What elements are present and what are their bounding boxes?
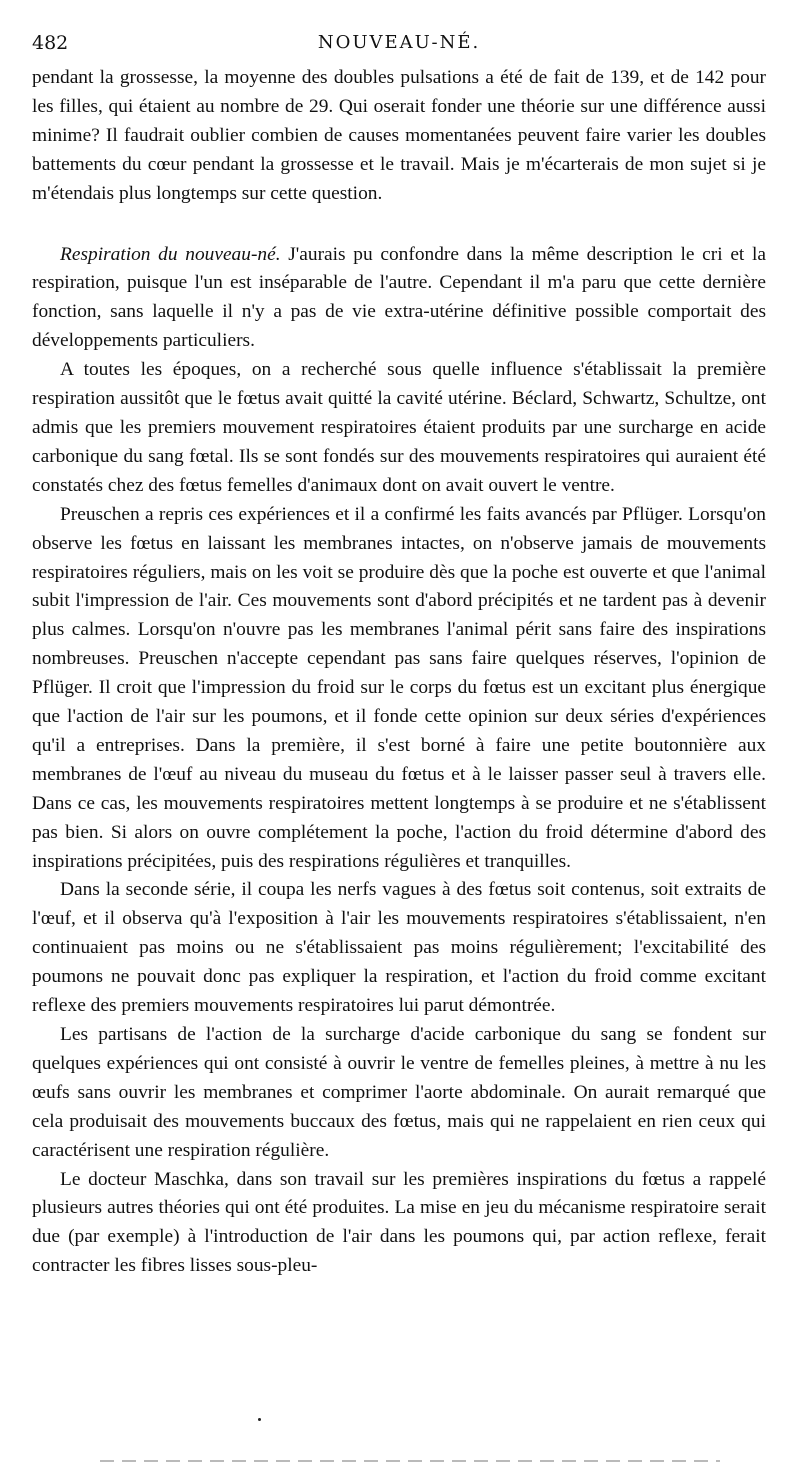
ink-speck [258, 1418, 261, 1421]
paragraph: Dans la seconde série, il coupa les nerfs vagues à des fœtus soit contenus, soit extraits de l'œuf, et il observa qu'à l'exposition à l'air les mouvements respiratoires s'établissaient, n'en continuaient pas moins ou ne s'établissaient pas moins régulièrement; l'excitabilité des poumons ne pouvait donc pas expliquer la respiration, et l'action du froid comme excitant reflexe des premiers mouvements respiratoires lui parut démontrée. [32, 879, 766, 1017]
book-page [32, 30, 766, 1281]
paragraph: A toutes les époques, on a recherché sous quelle influence s'établissait la première respiration aussitôt que le fœtus avait quitté la cavité utérine. Béclard, Schwartz, Schultze, ont admis que les premiers mouvement respiratoires étaient produits par une surcharge en acide carbonique du sang fœtal. Ils se sont fondés sur des mouvements respiratoires qui auraient été constatés chez des fœtus femelles d'animaux dont on avait ouvert le ventre. [32, 359, 766, 496]
paragraph: Les partisans de l'action de la surcharge d'acide carbonique du sang se fondent sur quelques expériences qui ont consisté à ouvrir le ventre de femelles pleines, à mettre à nu les œufs sans ouvrir les membranes et comprimer l'aorte abdominale. On aurait remarqué que cela produisait des mouvements buccaux des fœtus, mais qui ne rappelaient en rien ceux qui caractérisent une respiration régulière. [32, 1024, 766, 1161]
page-header [32, 30, 766, 64]
running-title: NOUVEAU-NÉ. [317, 32, 481, 53]
paragraph: Preuschen a repris ces expériences et il a confirmé les faits avancés par Pflüger. Lorsqu'on observe les fœtus en laissant les membranes intactes, on n'observe jamais de mouvements respiratoires réguliers, mais on les voit se produire dès que la poche est ouverte et que l'animal subit l'impression de l'air. Ces mouvements sont d'abord précipités et ne tardent pas à devenir plus calmes. Lorsqu'on n'ouvre pas les membranes l'animal périt sans faire des inspirations nombreuses. Preuschen n'accepte cependant pas sans faire quelques réserves, l'opinion de Pflüger. Il croit que l'impression du froid sur le corps du fœtus est un excitant plus énergique que l'action de l'air sur les poumons, et il fonde cette opinion sur deux séries d'expériences qu'il a entreprises. Dans la première, il s'est borné à faire une petite boutonnière aux membranes de l'œuf au niveau du museau du fœtus et à le laisser passer seul à travers elle. Dans ce cas, les mouvements respiratoires mettent longtemps à se produire et ne s'établissent pas bien. Si alors on ouvre complétement la poche, l'action du froid détermine d'abord des inspirations précipitées, puis des respirations régulières et tranquilles. [32, 503, 766, 872]
bleed-through-line [100, 1460, 720, 1462]
paragraph-respiration [32, 241, 766, 357]
section-title: Respiration du nouveau-né. [60, 243, 281, 265]
body-text [32, 64, 766, 1281]
paragraph-text: J'aurais pu confondre dans la même description le cri et la respiration, puisque l'un est inséparable de l'autre. Cependant il m'a paru que cette dernière fonction, sans laquelle il n'y a pas de vie extra-utérine définitive possible comportait des développements particuliers. [32, 243, 766, 352]
page-number: 482 [32, 32, 69, 54]
paragraph: Le docteur Maschka, dans son travail sur les premières inspirations du fœtus a rappelé plusieurs autres théories qui ont été produites. La mise en jeu du mécanisme respiratoire serait due (par exemple) à l'introduction de l'air dans les poumons qui, par action reflexe, ferait contracter les fibres lisses sous-pleu- [32, 1168, 766, 1277]
paragraph-continuation: pendant la grossesse, la moyenne des doubles pulsations a été de fait de 139, et de 142 pour les filles, qui étaient au nombre de 29. Qui oserait fonder une théorie sur une différence aussi minime? Il faudrait oublier combien de causes momentanées peuvent faire varier les doubles battements du cœur pendant la grossesse et le travail. Mais je m'écarterais de mon sujet si je m'étendais plus longtemps sur cette question. [32, 67, 766, 204]
